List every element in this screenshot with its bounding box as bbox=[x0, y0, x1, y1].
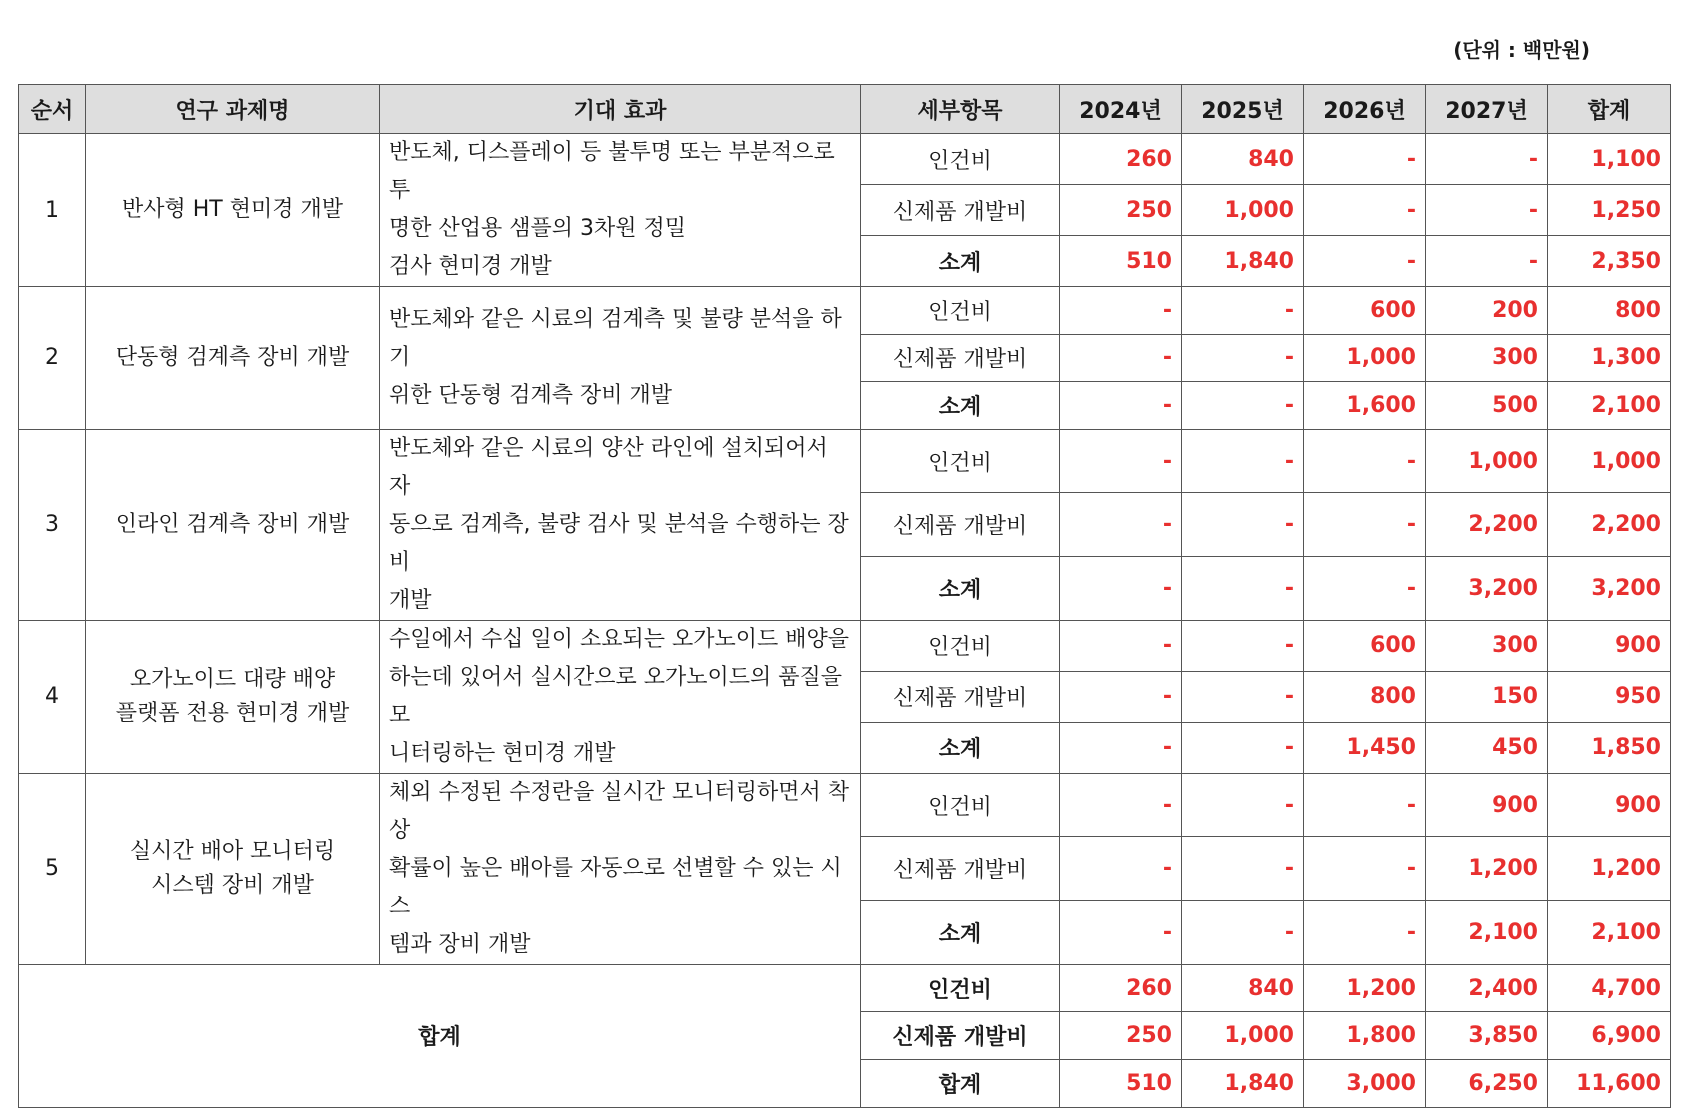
amount-cell: 4,700 bbox=[1548, 964, 1671, 1012]
table-row bbox=[19, 134, 1671, 185]
amount-cell: - bbox=[1060, 901, 1182, 965]
amount-cell: - bbox=[1060, 620, 1182, 671]
table-row bbox=[19, 620, 1671, 671]
line-item: 신제품 개발비 bbox=[861, 671, 1060, 722]
amount-cell: 260 bbox=[1060, 964, 1182, 1012]
amount-cell: - bbox=[1182, 429, 1304, 493]
amount-cell: 1,850 bbox=[1548, 722, 1671, 773]
project-name-line: 오가노이드 대량 배양 bbox=[129, 666, 336, 692]
amount-cell: 2,100 bbox=[1548, 382, 1671, 430]
amount-cell: 840 bbox=[1182, 134, 1304, 185]
amount-cell: 500 bbox=[1426, 382, 1548, 430]
amount-cell: - bbox=[1060, 429, 1182, 493]
amount-cell: 1,250 bbox=[1548, 185, 1671, 236]
line-item: 인건비 bbox=[861, 773, 1060, 837]
amount-cell: 800 bbox=[1548, 287, 1671, 335]
header-cell: 연구 과제명 bbox=[86, 85, 380, 134]
project-name-line: 단동형 검계측 장비 개발 bbox=[115, 344, 350, 370]
table-row bbox=[19, 964, 1671, 1012]
amount-cell: 2,350 bbox=[1548, 236, 1671, 287]
table-row bbox=[19, 429, 1671, 493]
amount-cell: 1,000 bbox=[1182, 1012, 1304, 1060]
amount-cell: 800 bbox=[1304, 671, 1426, 722]
amount-cell: 3,000 bbox=[1304, 1059, 1426, 1107]
project-name-line: 인라인 검계측 장비 개발 bbox=[115, 511, 350, 537]
amount-cell: - bbox=[1426, 185, 1548, 236]
amount-cell: - bbox=[1182, 382, 1304, 430]
amount-cell: - bbox=[1182, 287, 1304, 335]
expected-effect-line: 동으로 검계측, 불량 검사 및 분석을 수행하는 장비 bbox=[389, 511, 849, 575]
amount-cell: 2,200 bbox=[1548, 493, 1671, 557]
amount-cell: - bbox=[1304, 236, 1426, 287]
project-name-line: 시스템 장비 개발 bbox=[151, 872, 314, 898]
header-cell: 2025년 bbox=[1182, 85, 1304, 134]
project-number: 4 bbox=[19, 620, 86, 773]
amount-cell: - bbox=[1304, 134, 1426, 185]
amount-cell: - bbox=[1060, 671, 1182, 722]
header-cell: 2027년 bbox=[1426, 85, 1548, 134]
budget-table bbox=[18, 84, 1671, 1108]
amount-cell: 150 bbox=[1426, 671, 1548, 722]
project-number: 5 bbox=[19, 773, 86, 964]
amount-cell: - bbox=[1182, 671, 1304, 722]
amount-cell: - bbox=[1060, 557, 1182, 621]
amount-cell: 1,200 bbox=[1304, 964, 1426, 1012]
amount-cell: - bbox=[1182, 837, 1304, 901]
amount-cell: 3,850 bbox=[1426, 1012, 1548, 1060]
amount-cell: - bbox=[1304, 493, 1426, 557]
line-item: 신제품 개발비 bbox=[861, 334, 1060, 382]
expected-effect-line: 위한 단동형 검계측 장비 개발 bbox=[389, 382, 672, 408]
amount-cell: 1,800 bbox=[1304, 1012, 1426, 1060]
amount-cell: 950 bbox=[1548, 671, 1671, 722]
amount-cell: - bbox=[1182, 901, 1304, 965]
amount-cell: 1,840 bbox=[1182, 1059, 1304, 1107]
amount-cell: 600 bbox=[1304, 620, 1426, 671]
table-row bbox=[19, 773, 1671, 837]
project-name-line: 실시간 배아 모니터링 bbox=[129, 838, 336, 864]
amount-cell: - bbox=[1060, 334, 1182, 382]
expected-effect-line: 반도체와 같은 시료의 양산 라인에 설치되어서 자 bbox=[389, 435, 828, 499]
expected-effect-line: 확률이 높은 배아를 자동으로 선별할 수 있는 시스 bbox=[389, 855, 842, 919]
line-item: 인건비 bbox=[861, 964, 1060, 1012]
amount-cell: 900 bbox=[1426, 773, 1548, 837]
line-item: 신제품 개발비 bbox=[861, 1012, 1060, 1060]
expected-effect-line: 반도체, 디스플레이 등 불투명 또는 부분적으로 투 bbox=[389, 140, 835, 203]
project-number: 1 bbox=[19, 134, 86, 287]
project-number: 2 bbox=[19, 287, 86, 430]
line-item: 합계 bbox=[861, 1059, 1060, 1107]
amount-cell: - bbox=[1304, 557, 1426, 621]
expected-effect-line: 개발 bbox=[389, 587, 432, 613]
amount-cell: - bbox=[1060, 287, 1182, 335]
amount-cell: 510 bbox=[1060, 1059, 1182, 1107]
line-item: 인건비 bbox=[861, 287, 1060, 335]
amount-cell: - bbox=[1304, 773, 1426, 837]
amount-cell: - bbox=[1182, 620, 1304, 671]
amount-cell: - bbox=[1182, 334, 1304, 382]
amount-cell: 2,400 bbox=[1426, 964, 1548, 1012]
header-cell: 기대 효과 bbox=[380, 85, 861, 134]
project-name bbox=[86, 134, 380, 287]
project-name bbox=[86, 620, 380, 773]
amount-cell: 250 bbox=[1060, 185, 1182, 236]
amount-cell: 300 bbox=[1426, 334, 1548, 382]
amount-cell: - bbox=[1426, 134, 1548, 185]
amount-cell: - bbox=[1426, 236, 1548, 287]
amount-cell: - bbox=[1304, 901, 1426, 965]
amount-cell: 1,100 bbox=[1548, 134, 1671, 185]
amount-cell: 1,000 bbox=[1426, 429, 1548, 493]
expected-effect-line: 수일에서 수십 일이 소요되는 오가노이드 배양을 bbox=[389, 626, 850, 652]
amount-cell: - bbox=[1304, 429, 1426, 493]
amount-cell: - bbox=[1304, 837, 1426, 901]
amount-cell: 2,200 bbox=[1426, 493, 1548, 557]
amount-cell: 300 bbox=[1426, 620, 1548, 671]
line-item: 소계 bbox=[861, 901, 1060, 965]
header-cell: 세부항목 bbox=[861, 85, 1060, 134]
amount-cell: - bbox=[1060, 382, 1182, 430]
line-item: 신제품 개발비 bbox=[861, 493, 1060, 557]
amount-cell: 1,000 bbox=[1304, 334, 1426, 382]
expected-effect-line: 템과 장비 개발 bbox=[389, 931, 531, 957]
amount-cell: 1,300 bbox=[1548, 334, 1671, 382]
expected-effect bbox=[380, 773, 861, 964]
line-item: 소계 bbox=[861, 557, 1060, 621]
amount-cell: - bbox=[1182, 557, 1304, 621]
amount-cell: 1,600 bbox=[1304, 382, 1426, 430]
amount-cell: 6,250 bbox=[1426, 1059, 1548, 1107]
grand-total-label: 합계 bbox=[19, 964, 861, 1107]
amount-cell: - bbox=[1304, 185, 1426, 236]
amount-cell: 900 bbox=[1548, 773, 1671, 837]
amount-cell: 3,200 bbox=[1548, 557, 1671, 621]
project-name-line: 반사형 HT 현미경 개발 bbox=[122, 197, 343, 222]
amount-cell: - bbox=[1182, 722, 1304, 773]
amount-cell: 2,100 bbox=[1548, 901, 1671, 965]
amount-cell: - bbox=[1182, 493, 1304, 557]
table-row bbox=[19, 287, 1671, 335]
line-item: 소계 bbox=[861, 236, 1060, 287]
expected-effect-line: 하는데 있어서 실시간으로 오가노이드의 품질을 모 bbox=[389, 664, 843, 728]
unit-note: (단위 : 백만원) bbox=[1453, 38, 1590, 62]
line-item: 소계 bbox=[861, 382, 1060, 430]
table-body bbox=[19, 134, 1671, 1108]
line-item: 신제품 개발비 bbox=[861, 185, 1060, 236]
header-row bbox=[19, 85, 1671, 134]
amount-cell: 600 bbox=[1304, 287, 1426, 335]
header-cell: 2026년 bbox=[1304, 85, 1426, 134]
amount-cell: 1,000 bbox=[1182, 185, 1304, 236]
amount-cell: 840 bbox=[1182, 964, 1304, 1012]
expected-effect-line: 명한 산업용 샘플의 3차원 정밀 bbox=[389, 216, 686, 241]
expected-effect-line: 검사 현미경 개발 bbox=[389, 254, 552, 279]
expected-effect-line: 체외 수정된 수정란을 실시간 모니터링하면서 착상 bbox=[389, 779, 850, 843]
project-name bbox=[86, 773, 380, 964]
amount-cell: 3,200 bbox=[1426, 557, 1548, 621]
amount-cell: - bbox=[1060, 773, 1182, 837]
expected-effect bbox=[380, 134, 861, 287]
expected-effect bbox=[380, 620, 861, 773]
project-name-line: 플랫폼 전용 현미경 개발 bbox=[115, 700, 350, 726]
amount-cell: 510 bbox=[1060, 236, 1182, 287]
line-item: 인건비 bbox=[861, 429, 1060, 493]
amount-cell: 6,900 bbox=[1548, 1012, 1671, 1060]
amount-cell: - bbox=[1060, 493, 1182, 557]
amount-cell: 1,200 bbox=[1426, 837, 1548, 901]
amount-cell: 900 bbox=[1548, 620, 1671, 671]
header-cell: 2024년 bbox=[1060, 85, 1182, 134]
expected-effect bbox=[380, 429, 861, 620]
line-item: 소계 bbox=[861, 722, 1060, 773]
amount-cell: 200 bbox=[1426, 287, 1548, 335]
project-number: 3 bbox=[19, 429, 86, 620]
amount-cell: 1,200 bbox=[1548, 837, 1671, 901]
header-cell: 합계 bbox=[1548, 85, 1671, 134]
amount-cell: 450 bbox=[1426, 722, 1548, 773]
amount-cell: 260 bbox=[1060, 134, 1182, 185]
project-name bbox=[86, 429, 380, 620]
header-cell: 순서 bbox=[19, 85, 86, 134]
amount-cell: 1,840 bbox=[1182, 236, 1304, 287]
amount-cell: 1,450 bbox=[1304, 722, 1426, 773]
amount-cell: 11,600 bbox=[1548, 1059, 1671, 1107]
line-item: 인건비 bbox=[861, 620, 1060, 671]
line-item: 신제품 개발비 bbox=[861, 837, 1060, 901]
amount-cell: - bbox=[1182, 773, 1304, 837]
amount-cell: - bbox=[1060, 722, 1182, 773]
project-name bbox=[86, 287, 380, 430]
amount-cell: - bbox=[1060, 837, 1182, 901]
expected-effect bbox=[380, 287, 861, 430]
expected-effect-line: 반도체와 같은 시료의 검계측 및 불량 분석을 하기 bbox=[389, 306, 842, 370]
expected-effect-line: 니터링하는 현미경 개발 bbox=[389, 740, 616, 766]
amount-cell: 1,000 bbox=[1548, 429, 1671, 493]
line-item: 인건비 bbox=[861, 134, 1060, 185]
amount-cell: 250 bbox=[1060, 1012, 1182, 1060]
amount-cell: 2,100 bbox=[1426, 901, 1548, 965]
